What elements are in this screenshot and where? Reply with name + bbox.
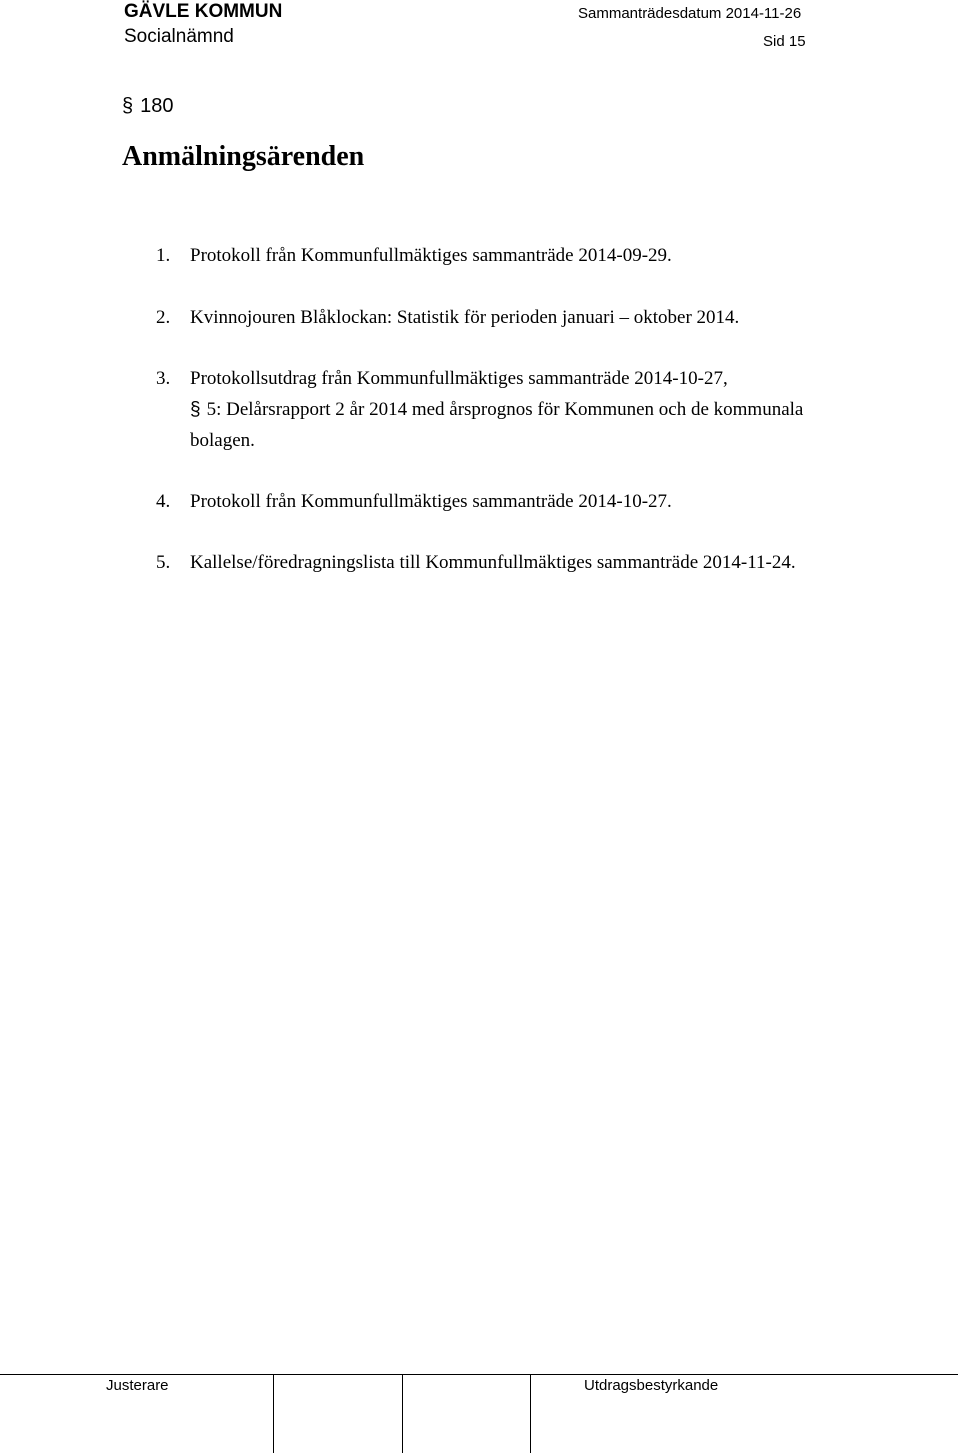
meeting-date: Sammanträdesdatum 2014-11-26: [578, 5, 802, 22]
list-item-text: [190, 363, 816, 456]
list-item: [156, 240, 816, 271]
list-item-number: 2.: [156, 307, 171, 328]
paragraph-symbol: §: [122, 95, 134, 117]
section-number: 180: [140, 95, 174, 117]
list-item-number: 5.: [156, 552, 171, 573]
org-name: GÄVLE KOMMUN: [124, 1, 283, 22]
signature-box-divider: [530, 1375, 531, 1453]
list-item-text: Protokoll från Kommunfullmäktiges sammanträde 2014-09-29.: [190, 245, 672, 266]
department-name: Socialnämnd: [124, 26, 234, 47]
section-reference: [122, 95, 174, 118]
list-item-text-line1: Protokollsutdrag från Kommunfullmäktiges sammanträde 2014-10-27,: [190, 368, 728, 389]
signature-box-divider: [273, 1375, 274, 1453]
list-item-number: 1.: [156, 245, 171, 266]
list-item-number: 4.: [156, 491, 171, 512]
signature-box-divider: [402, 1375, 403, 1453]
list-item-text: Protokoll från Kommunfullmäktiges sammanträde 2014-10-27.: [190, 491, 672, 512]
justerare-label: Justerare: [106, 1377, 169, 1394]
list-item-text-rest: 5: Delårsrapport 2 år 2014 med årsprognos för Kommunen och de kommunala bolagen.: [190, 399, 804, 451]
list-item: [156, 486, 816, 517]
page-number: Sid 15: [763, 33, 806, 50]
list-item: [156, 547, 796, 578]
list-item: [156, 302, 816, 333]
list-item-number: 3.: [156, 368, 171, 389]
page-title: Anmälningsärenden: [122, 141, 365, 172]
list-item-text: Kvinnojouren Blåklockan: Statistik för perioden januari – oktober 2014.: [190, 307, 740, 328]
footer-divider: [0, 1374, 958, 1375]
list-item: [156, 363, 816, 456]
paragraph-symbol: §: [190, 399, 201, 420]
utdragsbestyrkande-label: Utdragsbestyrkande: [584, 1377, 719, 1394]
list-item-text: Kallelse/föredragningslista till Kommunfullmäktiges sammanträde 2014-11-24.: [190, 552, 796, 573]
